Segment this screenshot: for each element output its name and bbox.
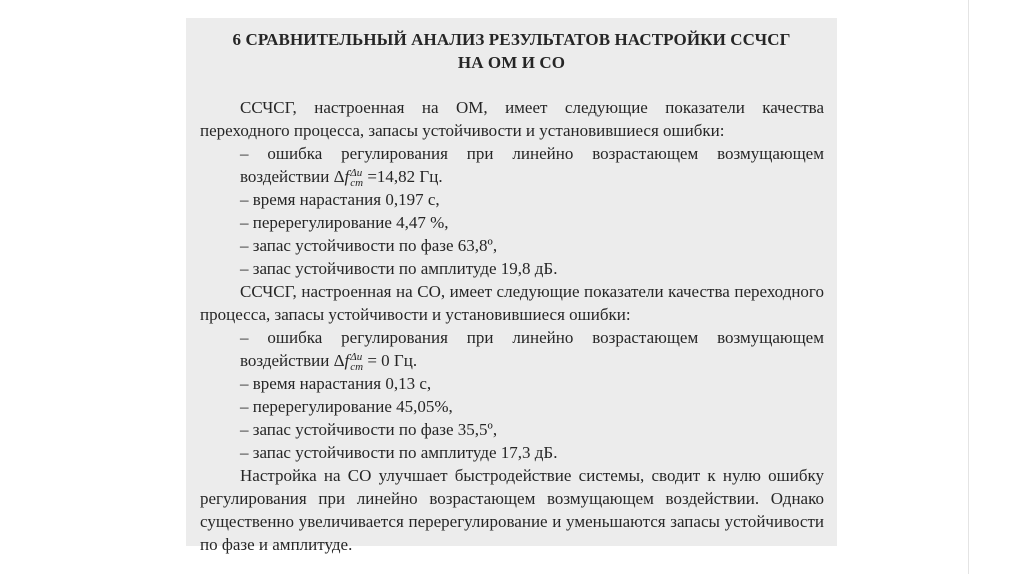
co-error-line [200,326,824,372]
formula-superscript: Δu [350,351,363,364]
document-title [186,28,837,74]
formula-superscript: Δu [350,167,363,180]
delta-symbol: Δ [333,167,345,186]
co-item-gain-margin: – запас устойчивости по амплитуде 17,3 дБ. [240,443,558,463]
document-page [186,18,837,555]
formula-subscript: ст [350,177,364,190]
co-item-phase-margin: – запас устойчивости по фазе 35,5º, [240,420,498,440]
om-error-value: =14,82 Гц. [367,167,443,186]
formula-indices [350,168,363,188]
slide-edge-divider [968,0,969,574]
om-error-formula [333,167,364,190]
om-error-text: – ошибка регулирования при линейно возрастающем возмущающем воздействии [240,144,824,186]
title-line-1: 6 СРАВНИТЕЛЬНЫЙ АНАЛИЗ РЕЗУЛЬТАТОВ НАСТРОЙКИ ССЧСГ [232,30,791,49]
om-item-overshoot: – перерегулирование 4,47 %, [240,213,449,233]
co-error-value: = 0 Гц. [367,351,418,371]
om-item-phase-margin: – запас устойчивости по фазе 63,8º, [240,236,498,256]
co-item-rise-time: – время нарастания 0,13 с, [240,374,432,394]
formula-indices [350,352,363,372]
om-intro-paragraph: ССЧСГ, настроенная на ОМ, имеет следующие показатели качества переходного процесса, запасы устойчивости и установившиеся ошибки: [200,98,824,140]
formula-subscript: ст [350,361,364,374]
co-error-text: – ошибка регулирования при линейно возрастающем возмущающем воздействии [240,328,824,371]
conclusion-paragraph: Настройка на СО улучшает быстродействие системы, сводит к нулю ошибку регулирования при линейно возрастающем возмущающем воздействии. Однако существенно увеличивается перерегулирование и уменьшаются запасы устойчивости по фазе и амплитуде. [200,466,824,555]
title-line-2: НА ОМ И СО [457,53,566,72]
f-symbol: f [344,351,350,371]
om-item-gain-margin: – запас устойчивости по амплитуде 19,8 дБ. [240,259,558,279]
document-body [200,96,824,556]
co-error-formula [333,351,364,374]
f-symbol: f [344,167,350,186]
delta-symbol: Δ [333,351,345,371]
om-item-rise-time: – время нарастания 0,197 с, [240,190,440,210]
co-item-overshoot: – перерегулирование 45,05%, [240,397,453,417]
co-intro-paragraph: ССЧСГ, настроенная на СО, имеет следующие показатели качества переходного процесса, запасы устойчивости и установившиеся ошибки: [200,282,824,325]
om-error-line [200,142,824,188]
